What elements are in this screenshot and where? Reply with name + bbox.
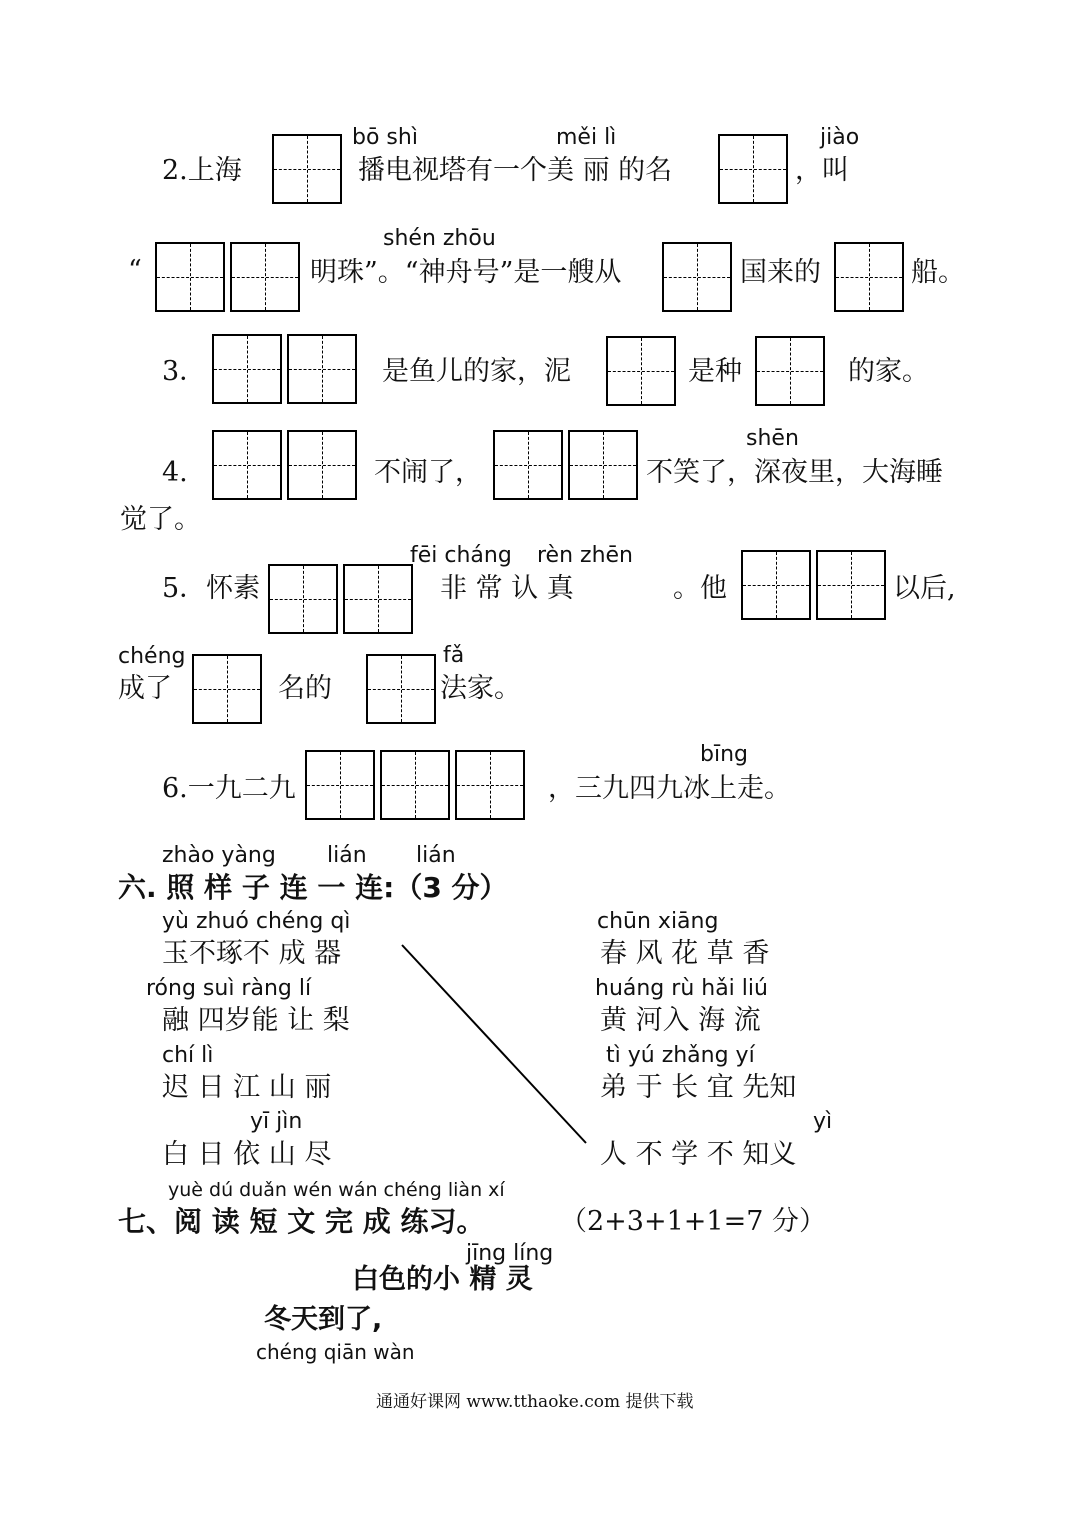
story-pinyin: chéng qiān wàn	[256, 1340, 415, 1364]
q2-line2-a: 明珠”。“神舟号”是一艘从	[310, 257, 622, 288]
q3-text-c: 的家。	[848, 356, 929, 387]
q3-text-b: 是种	[688, 356, 742, 387]
pinyin-jiao: jiào	[820, 125, 860, 150]
story-first-line: 冬天到了,	[264, 1304, 383, 1335]
pinyin-shen: shēn	[746, 426, 799, 451]
pinyin-bo-shi: bō shì	[352, 125, 418, 150]
q5-text-b: 。他	[673, 573, 727, 604]
pinyin-fei-chang: fēi cháng	[410, 543, 512, 568]
q4-number: 4.	[162, 457, 188, 488]
story-title: 白色的小 精 灵	[352, 1264, 533, 1295]
q5-cont-a: 成了	[118, 673, 172, 704]
right-pinyin-2: huáng rù hǎi liú	[595, 976, 768, 1001]
q5-cont-b: 名的	[278, 673, 332, 704]
q5-prefix: 5．怀素	[162, 573, 261, 604]
q2-middle: 播电视塔有一个美 丽 的名	[358, 155, 673, 186]
left-pinyin-3: chí lì	[162, 1043, 214, 1068]
example-connection-line	[402, 945, 586, 1143]
q4-continuation: 觉了。	[120, 504, 201, 535]
q6-text: ，三九四九冰上走。	[548, 773, 791, 804]
pinyin-lian-2: lián	[416, 843, 456, 868]
left-phrase-4[interactable]: 白 日 依 山 尽	[162, 1139, 332, 1170]
pinyin-lian-1: lián	[327, 843, 367, 868]
right-phrase-4[interactable]: 人 不 学 不 知义	[600, 1139, 797, 1170]
pinyin-jing-ling: jīng líng	[466, 1241, 554, 1266]
quote-open: “	[128, 255, 142, 286]
section-6-title: 六. 照 样 子 连 一 连:（3 分）	[118, 871, 508, 904]
q5-cont-c: 法家。	[440, 673, 521, 704]
q2-line2-b: 国来的	[740, 257, 821, 288]
section-7-title: 七、阅 读 短 文 完 成 练习。	[118, 1205, 485, 1238]
q4-text-a: 不闹了，	[374, 457, 482, 488]
left-phrase-1[interactable]: 玉不琢不 成 器	[162, 938, 342, 969]
q4-text-b: 不笑了，深夜里，大海睡	[646, 457, 943, 488]
right-phrase-2[interactable]: 黄 河入 海 流	[600, 1005, 761, 1036]
left-phrase-2[interactable]: 融 四岁能 让 梨	[162, 1005, 350, 1036]
q2-line2-c: 船。	[911, 257, 965, 288]
pinyin-fa: fǎ	[443, 643, 465, 668]
footer-text: 通通好课网 www.tthaoke.com 提供下载	[376, 1392, 694, 1412]
q6-prefix: 6.一九二九	[162, 773, 296, 804]
pinyin-shen-zhou: shén zhōu	[383, 226, 496, 251]
section-7-pinyin: yuè dú duǎn wén wán chéng liàn xí	[168, 1179, 505, 1201]
right-phrase-3[interactable]: 弟 于 长 宜 先知	[600, 1072, 797, 1103]
pinyin-zhao-yang: zhào yàng	[162, 843, 276, 868]
q5-text-a: 非 常 认 真	[440, 573, 574, 604]
pinyin-mei-li: měi lì	[556, 125, 617, 150]
right-phrase-1[interactable]: 春 风 花 草 香	[600, 938, 770, 969]
left-pinyin-2: róng suì ràng lí	[146, 976, 312, 1001]
right-pinyin-4: yì	[813, 1109, 833, 1134]
q5-text-c: 以后,	[893, 573, 956, 604]
q3-number: 3．	[162, 356, 207, 387]
left-phrase-3[interactable]: 迟 日 江 山 丽	[162, 1072, 332, 1103]
q3-text-a: 是鱼儿的家，泥	[382, 356, 571, 387]
q2-prefix: 2.上海	[162, 155, 242, 186]
pinyin-cheng: chéng	[118, 644, 186, 669]
section-7-score: （2+3+1+1=7 分）	[560, 1206, 826, 1237]
right-pinyin-3: tì yú zhǎng yí	[606, 1043, 755, 1068]
pinyin-bing: bīng	[700, 742, 748, 767]
pinyin-ren-zhen: rèn zhēn	[537, 543, 634, 568]
left-pinyin-4: yī jìn	[250, 1109, 303, 1134]
right-pinyin-1: chūn xiāng	[597, 909, 719, 934]
left-pinyin-1: yù zhuó chéng qì	[162, 909, 351, 934]
q2-end: ，叫	[795, 155, 849, 186]
